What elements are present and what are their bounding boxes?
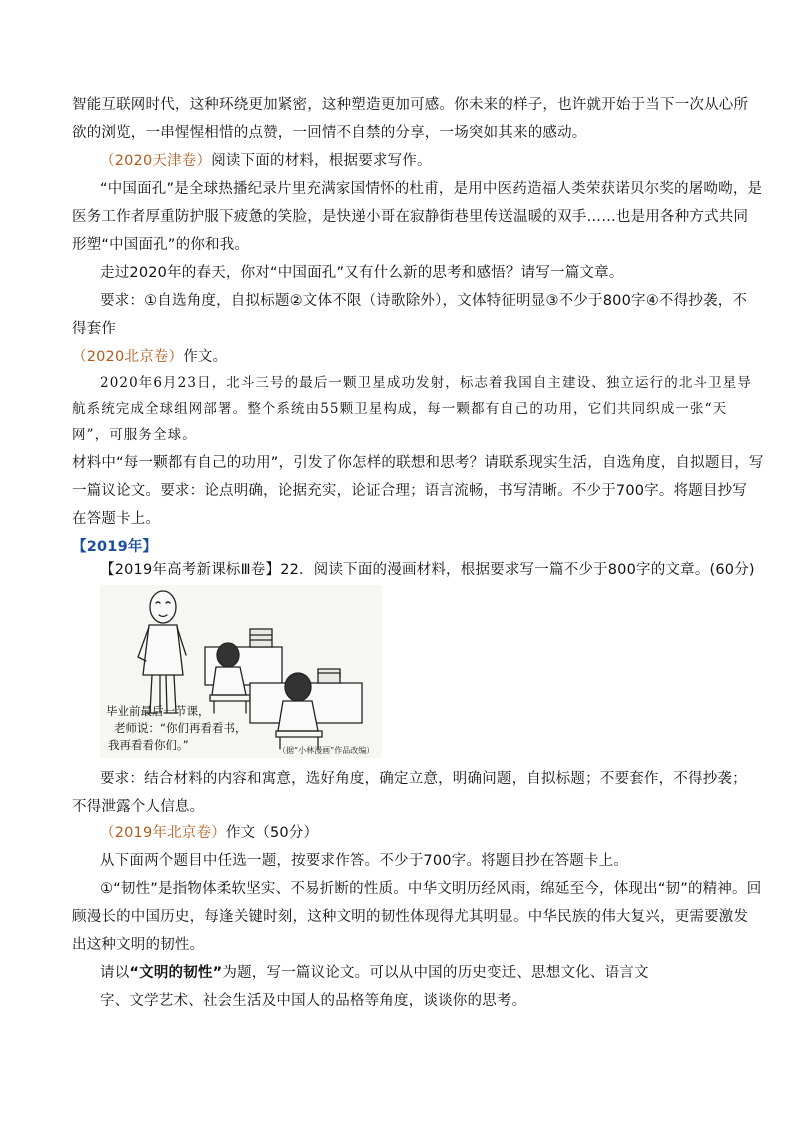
instruction-text: 作文（50分） — [225, 825, 319, 841]
text-line: 【2019年高考新课标Ⅲ卷】22．阅读下面的漫画材料，根据要求写一篇不少于800字的文章。(60分) — [100, 562, 755, 578]
source-label: （2020北京卷） — [72, 349, 184, 365]
instruction-text: 阅读下面的材料，根据要求写作。 — [211, 153, 432, 169]
text-line: 一篇议论文。要求：论点明确，论据充实，论证合理；语言流畅，书写清晰。不少于700字。将题目抄写 — [72, 483, 748, 499]
text-fragment: 为题，写一篇议论文。可以从中国的历史变迁、思想文化、语言文 — [222, 965, 649, 981]
text-line: 出这种文明的韧性。 — [72, 937, 205, 953]
text-line: 顾漫长的中国历史，每逢关键时刻，这种文明的韧性体现得尤其明显。中华民族的伟大复兴，更需要激发 — [72, 909, 749, 925]
text-line: 形塑“中国面孔”的你和我。 — [72, 237, 250, 253]
text-line — [100, 962, 732, 984]
text-line: 智能互联网时代，这种环绕更加紧密，这种塑造更加可感。你未来的样子，也许就开始于当下一次从心所 — [72, 97, 749, 113]
source-label: （2019年北京卷） — [100, 825, 226, 841]
text-line: 材料中“每一颗都有自己的功用”，引发了你怎样的联想和思考？请联系现实生活，自选角度，自拟题目，写 — [72, 455, 764, 471]
tianjin-heading — [100, 150, 732, 172]
beijing2020-heading — [72, 346, 732, 368]
text-line: 走过2020年的春天，你对“中国面孔”又有什么新的思考和感悟？请写一篇文章。 — [100, 265, 624, 281]
text-line: ①“韧性”是指物体柔软坚实、不易折断的性质。中华文明历经风雨，绵延至今，体现出“韧”的精神。回 — [100, 881, 762, 897]
comic-image — [100, 585, 382, 758]
text-line: 医务工作者厚重防护服下疲惫的笑脸，是快递小哥在寂静街巷里传送温暖的双手……也是用各种方式共同 — [72, 209, 749, 225]
instruction-text: 作文。 — [183, 349, 228, 365]
beijing2019-heading — [100, 822, 732, 844]
material-line: 2020年6月23日，北斗三号的最后一颗卫星成功发射，标志着我国自主建设、独立运行的北斗卫星导 — [100, 375, 752, 391]
material-line: 网”，可服务全球。 — [72, 427, 197, 443]
text-line: 不得泄露个人信息。 — [72, 799, 205, 815]
text-line: 得套作 — [72, 321, 117, 337]
text-line: 字、文学艺术、社会生活及中国人的品格等角度，谈谈你的思考。 — [100, 993, 527, 1009]
material-line: 航系统完成全球组网部署。整个系统由55颗卫星构成，每一颗都有自己的功用，它们共同织成一张“天 — [72, 401, 728, 417]
text-line: 在答题卡上。 — [72, 511, 161, 527]
comic-text: 我再看看你们。” — [108, 738, 189, 752]
essay-title: “文明的韧性” — [129, 965, 223, 981]
text-line: 欲的浏览，一串惺惺相惜的点赞，一回情不自禁的分享，一场突如其来的感动。 — [72, 125, 587, 141]
text-line: 从下面两个题目中任选一题，按要求作答。不少于700字。将题目抄在答题卡上。 — [100, 853, 629, 869]
comic-text: 老师说：“你们再看看书， — [114, 721, 247, 735]
text-line: “中国面孔”是全球热播纪录片里充满家国情怀的杜甫，是用中医药造福人类荣获诺贝尔奖的屠呦呦，是 — [100, 181, 763, 197]
comic-text: 毕业前最后一节课， — [106, 704, 210, 718]
source-label: （2020天津卷） — [100, 153, 212, 169]
text-fragment: 请以 — [100, 965, 130, 981]
comic-caption: （据“小林漫画”作品改编） — [278, 746, 375, 755]
text-line: 要求：结合材料的内容和寓意，选好角度，确定立意，明确问题，自拟标题；不要套作，不得抄袭； — [100, 771, 747, 787]
text-line: 要求：①自选角度，自拟标题②文体不限（诗歌除外），文体特征明显③不少于800字④不得抄袭，不 — [100, 293, 748, 309]
year-heading: 【2019年】 — [72, 539, 158, 555]
